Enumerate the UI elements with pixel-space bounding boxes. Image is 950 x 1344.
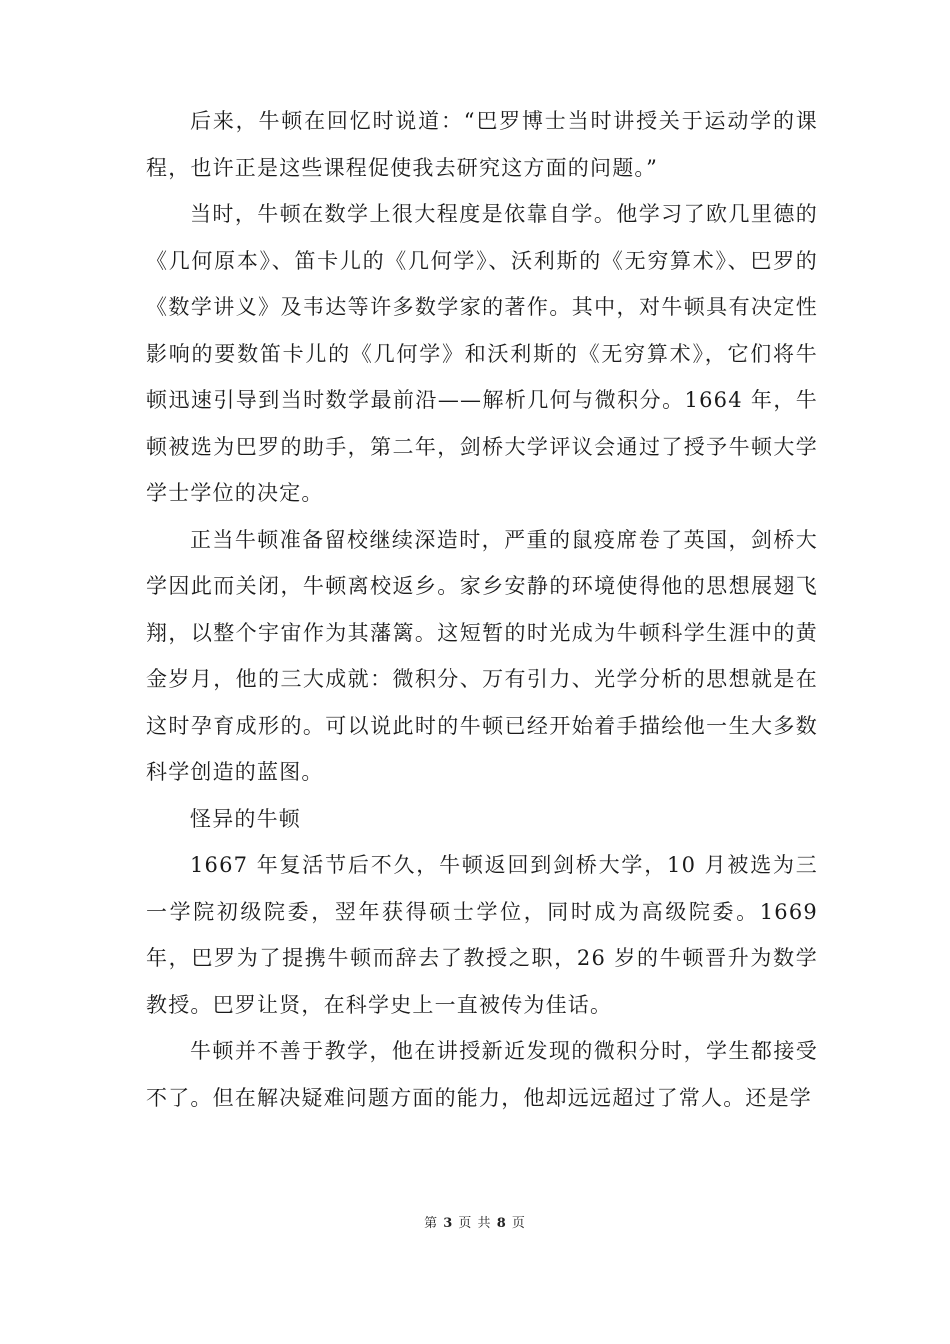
paragraph: 1667 年复活节后不久，牛顿返回到剑桥大学，10 月被选为三一学院初级院委，翌年获得硕士学位，同时成为高级院委。1669 年，巴罗为了提携牛顿而辞去了教授之职，26 岁的牛顿晋升为数学教授。巴罗让贤，在科学史上一直被传为佳话。 [146,853,818,1017]
paragraph: 正当牛顿准备留校继续深造时，严重的鼠疫席卷了英国，剑桥大学因此而关闭，牛顿离校返乡。家乡安静的环境使得他的思想展翅飞翔，以整个宇宙作为其藩篱。这短暂的时光成为牛顿科学生涯中的黄金岁月，他的三大成就：微积分、万有引力、光学分析的思想就是在这时孕育成形的。可以说此时的牛顿已经开始着手描绘他一生大多数科学创造的蓝图。 [146,527,818,784]
paragraph: 后来，牛顿在回忆时说道：“巴罗博士当时讲授关于运动学的课程，也许正是这些课程促使我去研究这方面的问题。” [146,109,818,180]
footer-suffix: 页 [511,1216,526,1231]
footer-prefix: 第 [424,1216,439,1231]
document-body [146,98,818,1121]
paragraph: 牛顿并不善于教学，他在讲授新近发现的微积分时，学生都接受不了。但在解决疑难问题方面的能力，他却远远超过了常人。还是学 [146,1039,818,1110]
page-footer [0,1212,950,1231]
paragraph: 当时，牛顿在数学上很大程度是依靠自学。他学习了欧几里德的《几何原本》、笛卡儿的《几何学》、沃利斯的《无穷算术》、巴罗的《数学讲义》及韦达等许多数学家的著作。其中，对牛顿具有决定性影响的要数笛卡儿的《几何学》和沃利斯的《无穷算术》，它们将牛顿迅速引导到当时数学最前沿——解析几何与微积分。1664 年，牛顿被选为巴罗的助手，第二年，剑桥大学评议会通过了授予牛顿大学学士学位的决定。 [146,202,818,505]
footer-total-pages: 8 [496,1216,507,1231]
section-heading: 怪异的牛顿 [190,806,301,831]
footer-middle: 页 共 [458,1216,492,1231]
footer-current-page: 3 [443,1216,454,1231]
